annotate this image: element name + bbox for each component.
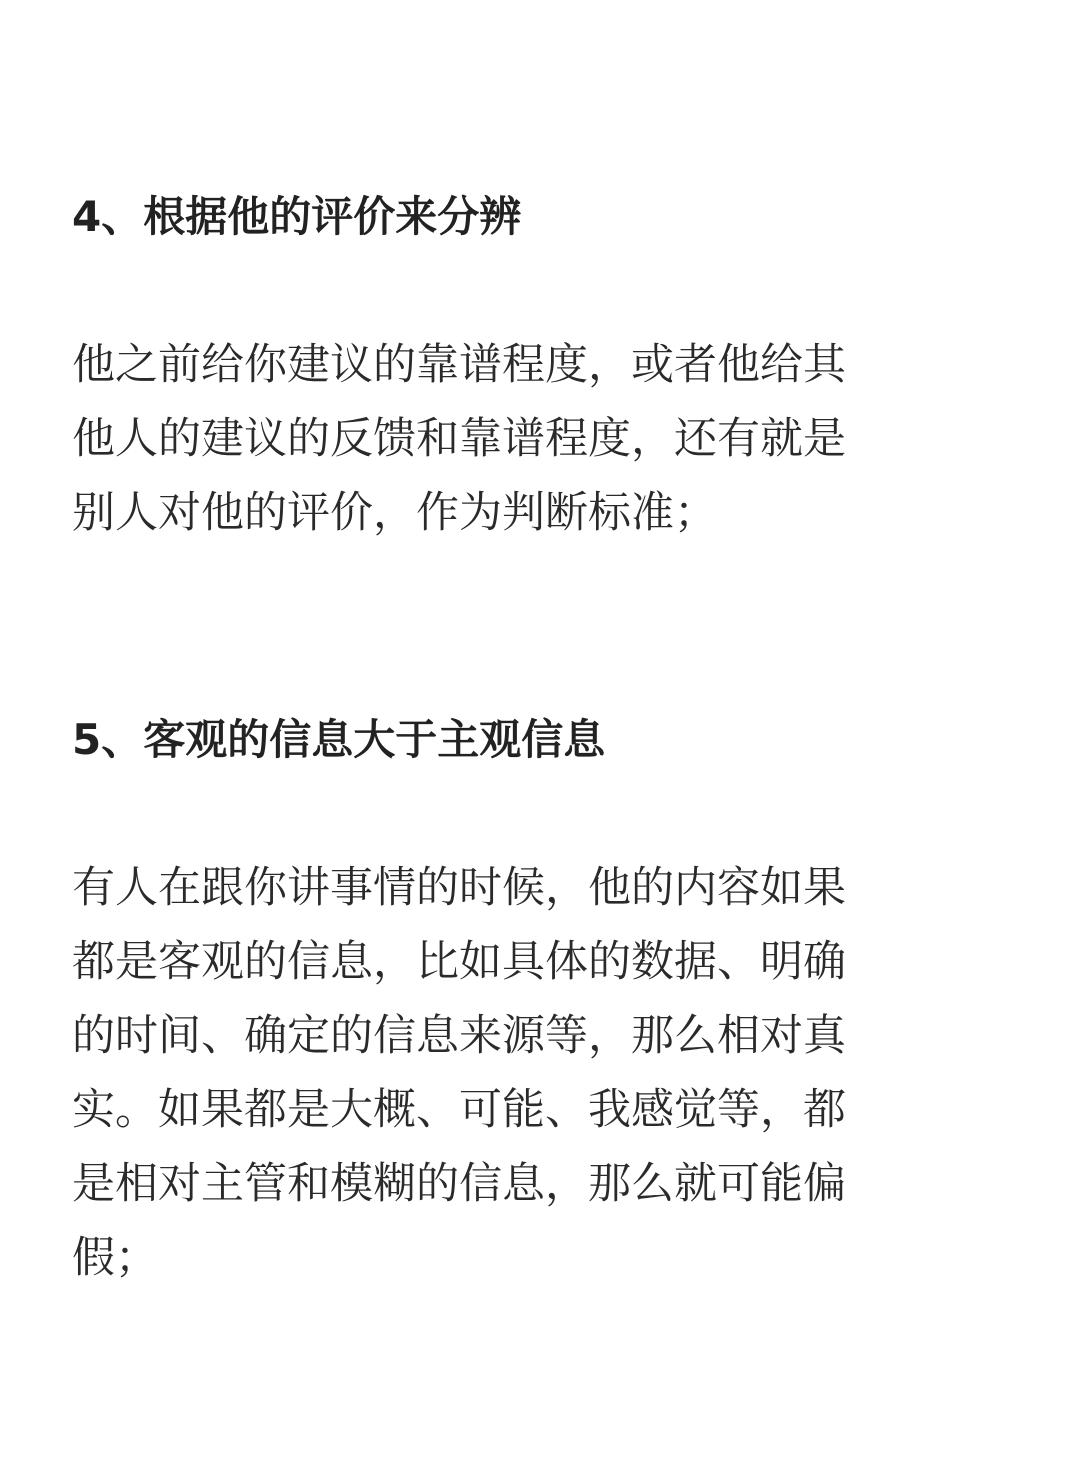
section-paragraph (72, 328, 846, 550)
paragraph-line: 他之前给你建议的靠谱程度，或者他给其 (72, 340, 846, 390)
paragraph-line: 是相对主管和模糊的信息，那么就可能偏 (72, 1159, 846, 1209)
section-heading: 5、客观的信息大于主观信息 (72, 715, 606, 764)
paragraph-line: 都是客观的信息，比如具体的数据、明确 (72, 937, 846, 987)
paragraph-line: 他人的建议的反馈和靠谱程度，还有就是 (72, 414, 846, 464)
paragraph-line: 别人对他的评价，作为判断标准； (72, 488, 717, 538)
paragraph-line: 有人在跟你讲事情的时候，他的内容如果 (72, 863, 846, 913)
paragraph-line: 实。如果都是大概、可能、我感觉等，都 (72, 1085, 846, 1135)
paragraph-line: 假； (72, 1233, 158, 1283)
paragraph-line: 的时间、确定的信息来源等，那么相对真 (72, 1011, 846, 1061)
section-paragraph (72, 851, 846, 1295)
section-heading: 4、根据他的评价来分辨 (72, 192, 522, 241)
